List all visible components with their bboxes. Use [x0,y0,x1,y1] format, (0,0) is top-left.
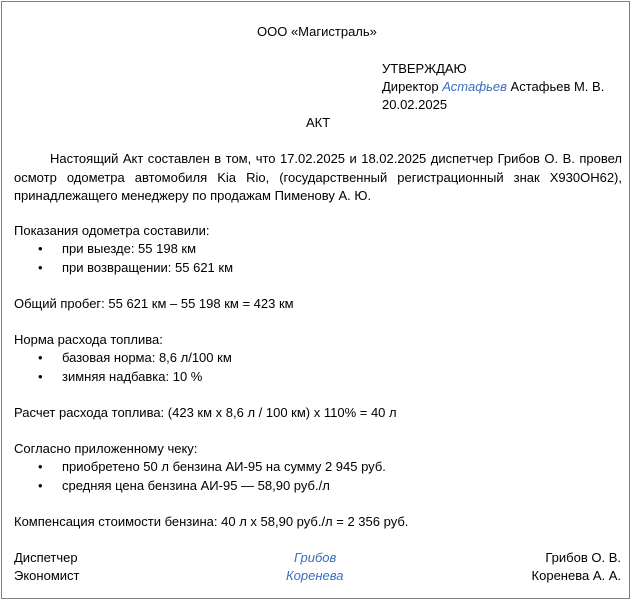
receipt-heading: Согласно приложенному чеку: [14,441,198,456]
intro-paragraph: Настоящий Акт составлен в том, что 17.02.2025 и 18.02.2025 диспетчер Грибов О. В. провел осмотр одометра автомобиля Kia Rio, (государственный регистрационный знак Х930ОН62), принадлежащего менеджеру по продажам Пименову А. Ю. [14,151,622,203]
bullet-icon: • [38,260,43,275]
signature-name: Коренева А. А. [531,568,621,583]
list-item: приобретено 50 л бензина АИ-95 на сумму 2 945 руб. [62,459,386,474]
odometer-heading: Показания одометра составили: [14,223,210,238]
signature-role: Экономист [14,568,80,583]
handwritten-signature: Грибов [294,550,337,565]
bullet-icon: • [38,369,43,384]
handwritten-signature: Коренева [286,568,344,583]
approval-position: Директор [382,79,439,94]
list-item: зимняя надбавка: 10 % [62,369,203,384]
bullet-icon: • [38,350,43,365]
list-item: при возвращении: 55 621 км [62,260,234,275]
approval-line [382,78,604,96]
director-signature: Астафьев [442,79,507,94]
list-item: при выезде: 55 198 км [62,241,197,256]
list-item: базовая норма: 8,6 л/100 км [62,350,232,365]
mileage-line: Общий пробег: 55 621 км – 55 198 км = 423 км [14,296,294,311]
calculation-line: Расчет расхода топлива: (423 км х 8,6 л / 100 км) х 110% = 40 л [14,405,397,420]
signature-role: Диспетчер [14,550,78,565]
approval-date: 20.02.2025 [382,97,448,112]
bullet-icon: • [38,478,43,493]
approval-label: УТВЕРЖДАЮ [382,61,467,76]
signature-name: Грибов О. В. [545,550,621,565]
bullet-icon: • [38,459,43,474]
director-name: Астафьев М. В. [510,79,605,94]
document-page [1,1,630,599]
bullet-icon: • [38,241,43,256]
compensation-line: Компенсация стоимости бензина: 40 л х 58,90 руб./л = 2 356 руб. [14,514,409,529]
document-title: АКТ [306,115,331,130]
list-item: средняя цена бензина АИ-95 — 58,90 руб./л [62,478,330,493]
norm-heading: Норма расхода топлива: [14,332,163,347]
company-name: ООО «Магистраль» [257,24,377,39]
